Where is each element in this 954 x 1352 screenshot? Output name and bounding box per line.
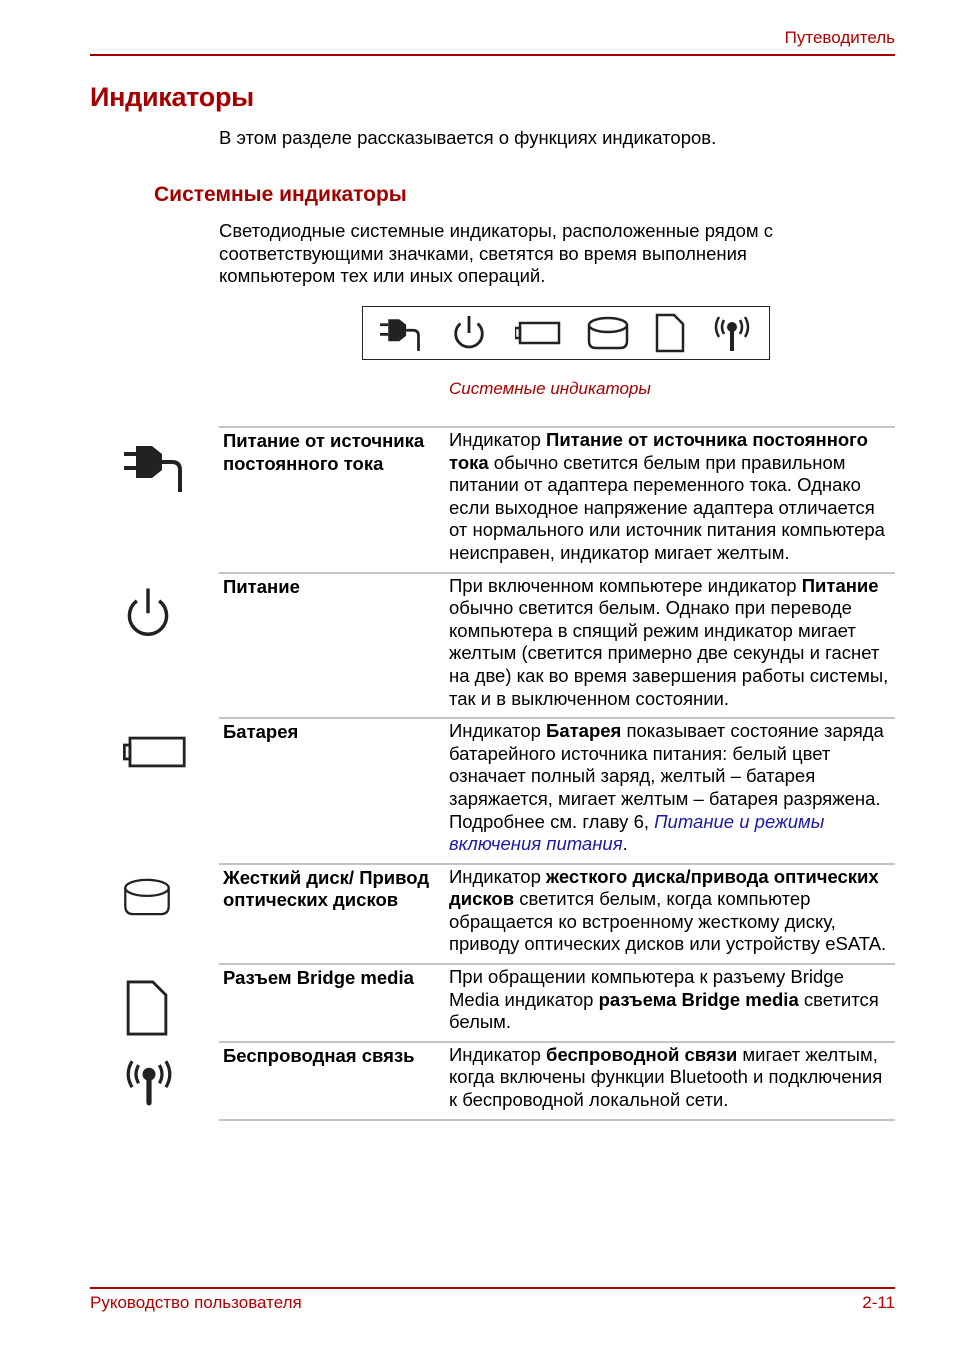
indicators-table xyxy=(219,426,895,1121)
wireless-icon xyxy=(712,314,752,352)
text-run: светится белым. xyxy=(449,988,879,1033)
text-run: Индикатор xyxy=(449,429,547,450)
page-number: 2-11 xyxy=(862,1293,895,1312)
bridge-media-card-icon xyxy=(123,979,171,1042)
indicator-term: Питание от источника постоянного тока xyxy=(223,430,425,474)
header-rule xyxy=(90,54,895,56)
emphasis: Питание xyxy=(801,574,879,596)
wireless-icon xyxy=(123,1057,175,1112)
text-run: показывает состояние заряда батарейного источника питания: белый цвет означает полный заряд, желтый – батарея заряжается, мигает желтым – батарея разряжена. Подробнее см. главу 6, xyxy=(449,720,884,832)
intro-text: В этом разделе рассказывается о функциях индикаторов. xyxy=(219,127,717,148)
indicator-description xyxy=(445,574,895,718)
indicator-description xyxy=(445,965,895,1041)
chapter-link[interactable]: Питание и режимы включения питания xyxy=(449,810,825,855)
table-row xyxy=(219,1043,895,1121)
section-paragraph: Светодиодные системные индикаторы, расположенные рядом с соответствующими значками, светятся во время выполнения компьютером тех или иных операций. xyxy=(219,220,774,286)
battery-icon xyxy=(515,321,561,345)
text-run: При включенном компьютере индикатор xyxy=(449,574,802,596)
text-run: обычно светится белым. Однако при переводе компьютера в спящий режим индикатор мигает желтым (светится примерно две секунды и гаснет на две) как во время завершения работы системы, так и в выключенном состоянии. xyxy=(449,597,889,709)
table-row xyxy=(219,965,895,1043)
indicator-term: Беспроводная связь xyxy=(223,1044,415,1066)
footer-rule xyxy=(90,1287,895,1289)
running-header: Путеводитель xyxy=(784,28,895,47)
indicator-term: Жесткий диск/ Привод оптических дисков xyxy=(223,866,430,911)
emphasis: Питание от источника постоянного тока xyxy=(449,429,868,473)
indicator-description xyxy=(445,719,895,863)
table-row xyxy=(219,574,895,720)
page-title: Индикаторы xyxy=(90,82,254,112)
table-row xyxy=(219,719,895,865)
dc-in-plug-icon xyxy=(123,440,189,497)
battery-icon xyxy=(123,735,187,774)
emphasis: разъема Bridge media xyxy=(598,988,799,1010)
indicator-term: Батарея xyxy=(223,721,299,743)
text-run: При обращении компьютера к разъему Bridge Media индикатор xyxy=(449,966,844,1010)
text-run: Индикатор xyxy=(449,1043,547,1065)
power-icon xyxy=(450,314,488,352)
indicator-description xyxy=(445,428,895,572)
indicator-description xyxy=(445,1043,895,1119)
footer-title: Руководство пользователя xyxy=(90,1293,302,1312)
figure-caption: Системные индикаторы xyxy=(449,379,651,398)
bridge-media-card-icon xyxy=(655,313,685,353)
text-run: Индикатор xyxy=(449,865,547,887)
indicator-term: Разъем Bridge media xyxy=(223,967,414,989)
table-row xyxy=(219,865,895,965)
indicator-description xyxy=(445,865,895,963)
hard-disk-icon xyxy=(123,877,171,922)
section-title: Системные индикаторы xyxy=(154,183,407,206)
indicator-term: Питание xyxy=(223,575,300,597)
text-run: обычно светится белым при правильном питании от адаптера переменного тока. Однако если выходное напряжение адаптера отличается от нормального или источник питания компьютера неисправен, индикатор мигает желтым. xyxy=(449,451,885,563)
emphasis: жесткого диска/привода оптических дисков xyxy=(449,865,879,910)
system-indicators-figure xyxy=(362,306,770,360)
text-run: светится белым, когда компьютер обращается ко встроенному жесткому диску, приводу оптических дисков или устройству eSATA. xyxy=(449,888,887,955)
text-run: мигает желтым, когда включены функции Bluetooth и подключения к беспроводной локальной сети. xyxy=(449,1043,883,1111)
dc-in-plug-icon xyxy=(380,315,424,351)
emphasis: беспроводной связи xyxy=(546,1043,738,1065)
emphasis: Батарея xyxy=(546,720,622,742)
text-run: Индикатор xyxy=(449,720,547,742)
text-run: . xyxy=(622,833,628,855)
table-row xyxy=(219,428,895,574)
hard-disk-icon xyxy=(587,316,629,350)
power-icon xyxy=(123,586,173,643)
